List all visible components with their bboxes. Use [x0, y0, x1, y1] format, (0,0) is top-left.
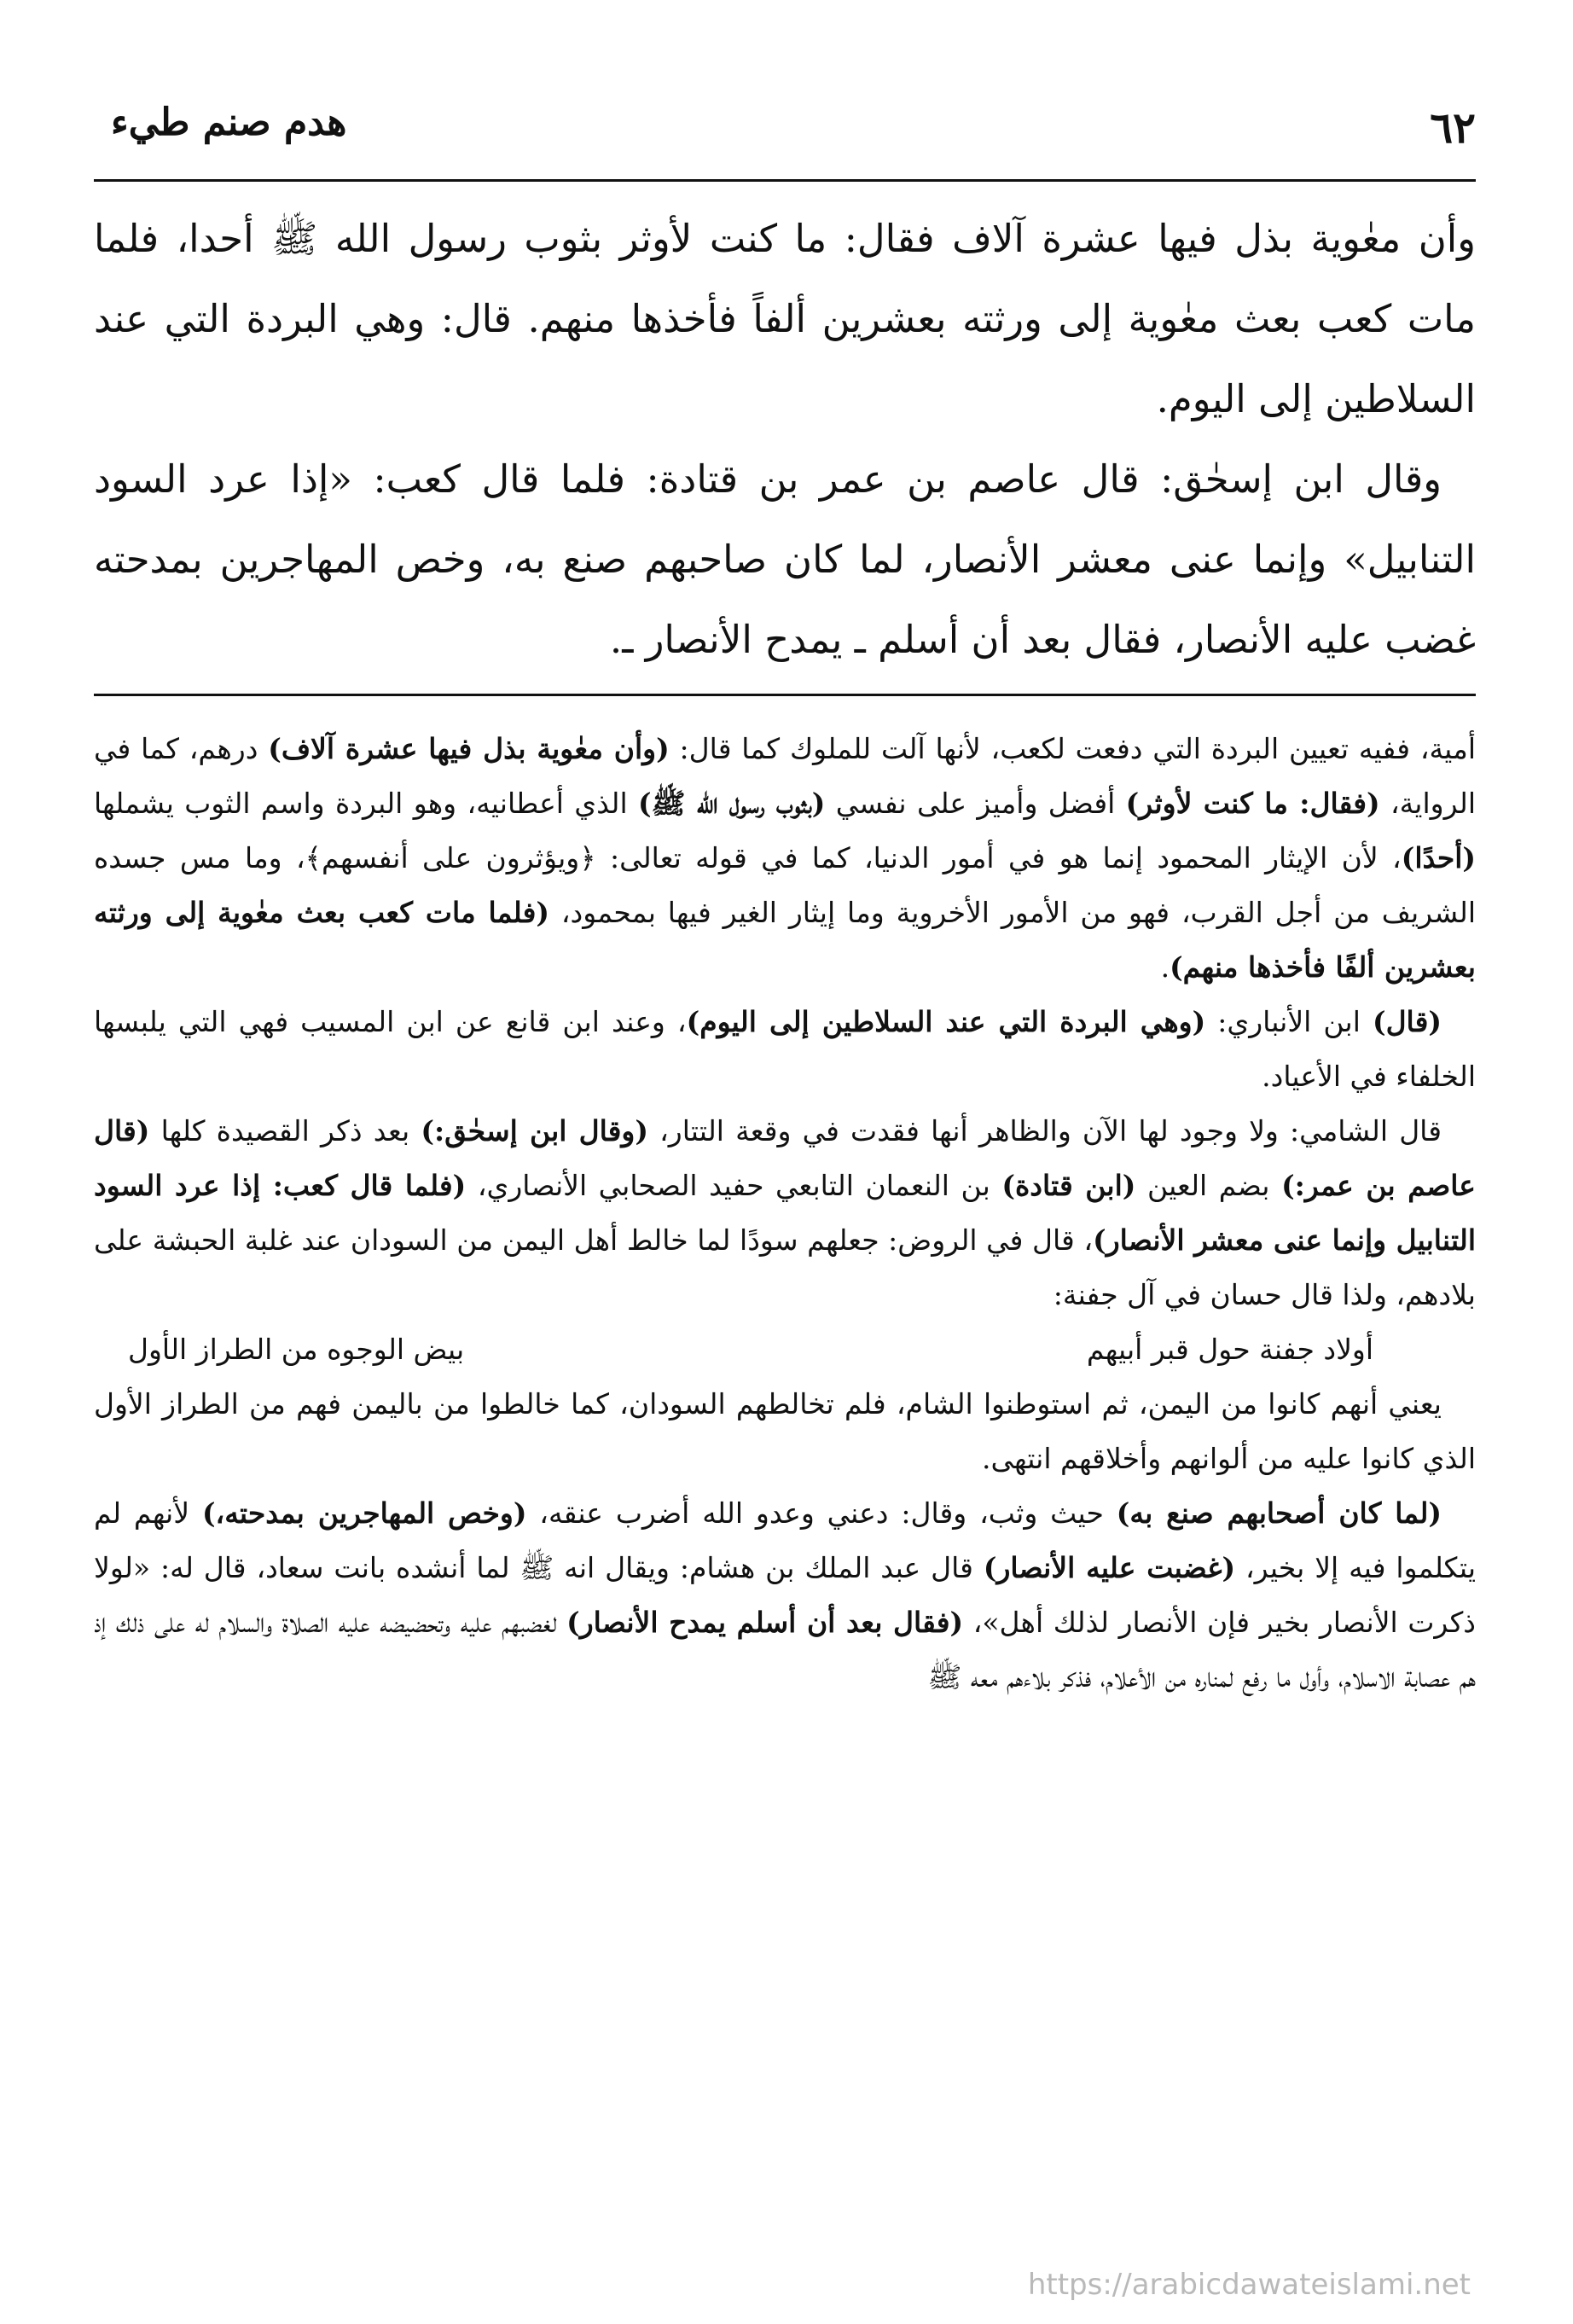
running-header — [94, 85, 1476, 182]
text-run: الذي أعطانيه، وهو البردة واسم الثوب يشملها — [94, 787, 639, 820]
text-run: ، لأن الإيثار المحمود إنما هو في أمور الدنيا، كما في قوله تعالى: ﴿ويؤثرون على أنفسهم﴾، وما مس جسده الشريف من أجل القرب، فهو من الأمور الأخروية وما إيثار الغير فيها بمحمود، — [94, 841, 1476, 929]
text-run: قال عبد الملك بن هشام: ويقال انه ﷺ لما أنشده بانت سعاد، قال له: «لولا ذكرت الأنصار بخير فإن الأنصار لذلك أهل»، — [94, 1551, 1476, 1639]
text-run: درهم، كما في الرواية، — [94, 732, 1477, 820]
quoted-text: (لما كان أصحابهم صنع به) — [1116, 1496, 1442, 1530]
quoted-text: (ابن قتادة) — [1001, 1169, 1136, 1202]
text-run: لأنهم لم يتكلموا فيه إلا بخير، — [94, 1496, 1477, 1584]
quoted-text: (وأن معٰوية بذل فيها عشرة آلاف) — [268, 732, 670, 765]
text-run: حيث وثب، وقال: دعني وعدو الله أضرب عنقه، — [526, 1496, 1117, 1530]
book-page — [94, 85, 1476, 2269]
main-paragraph: وقال ابن إسحٰق: قال عاصم بن عمر بن قتادة: فلما قال كعب: «إذا عرد السود التنابيل» وإنما عنى معشر الأنصار، لما كان صاحبهم صنع به، وخص المهاجرين بمدحته غضب عليه الأنصار، فقال بعد أن أسلم ـ يمدح الأنصار ـ. — [94, 456, 1476, 662]
verse-first-hemistich: أولاد جفنة حول قبر أبيهم — [1086, 1333, 1373, 1366]
quoted-text: (فقال: ما كنت لأوثر) — [1125, 787, 1380, 820]
text-run: ، قال في الروض: جعلهم سودًا لما خالط أهل اليمن من السودان عند غلبة الحبشة على بلادهم، ولذا قال حسان في آل جفنة: — [94, 1223, 1476, 1311]
text-run: قال الشامي: ولا وجود لها الآن والظاهر أنها فقدت في وقعة التتار، — [647, 1114, 1442, 1147]
text-run: لغضبهم عليه وتحضيضه عليه الصلاة والسلام له على ذلك إذ هم عصابة الاسلام، وأول ما رفع لمناره من الأعلام، فذكر بلاءهم معه ﷺ — [94, 1606, 1476, 1694]
section-divider — [94, 694, 1476, 696]
commentary-paragraph — [94, 722, 1476, 995]
quoted-text: (وقال ابن إسحٰق:) — [421, 1114, 648, 1147]
quoted-text: (قال عاصم بن عمر:) — [94, 1114, 1476, 1202]
commentary-paragraph — [94, 1486, 1476, 1705]
poetry-verse — [94, 1322, 1476, 1377]
commentary-paragraph — [94, 995, 1476, 1104]
text-run: أفضل وأميز على نفسي — [825, 787, 1126, 820]
quoted-text: (بثوب رسول الله ﷺ) — [638, 787, 826, 820]
quoted-text: (وخص المهاجرين بمدحته،) — [201, 1496, 527, 1530]
verse-second-hemistich: بيض الوجوه من الطراز الأول — [128, 1333, 465, 1366]
quoted-text: (أحدًا) — [1401, 841, 1477, 874]
page-number: ٦٢ — [1430, 102, 1476, 153]
text-run: . — [1160, 950, 1170, 984]
text-run: بعد ذكر القصيدة كلها — [149, 1114, 421, 1147]
text-run: ، وعند ابن قانع عن ابن المسيب فهي التي يلبسها الخلفاء في الأعياد. — [94, 1005, 1476, 1093]
main-text — [94, 199, 1476, 680]
commentary — [94, 722, 1476, 1705]
quoted-text: (وهي البردة التي عند السلاطين إلى اليوم) — [686, 1005, 1206, 1038]
quoted-text: (غضبت عليه الأنصار) — [983, 1551, 1236, 1584]
quoted-text: (فلما مات كعب بعث معٰوية إلى ورثته بعشرين ألفًا فأخذها منهم) — [94, 896, 1476, 984]
quoted-text: (فقال بعد أن أسلم يمدح الأنصار) — [566, 1606, 964, 1639]
commentary-paragraph — [94, 1104, 1476, 1322]
quoted-text: (فلما قال كعب: إذا عرد السود التنابيل وإنما عنى معشر الأنصار) — [94, 1169, 1476, 1257]
page-title: هدم صنم طيء — [111, 101, 347, 144]
main-paragraph: وأن معٰوية بذل فيها عشرة آلاف فقال: ما كنت لأوثر بثوب رسول الله ﷺ أحدا، فلما مات كعب بعث معٰوية إلى ورثته بعشرين ألفاً فأخذها منهم. قال: وهي البردة التي عند السلاطين إلى اليوم. — [94, 216, 1476, 421]
text-run: أمية، ففيه تعيين البردة التي دفعت لكعب، لأنها آلت للملوك كما قال: — [669, 732, 1476, 765]
watermark-url: https://arabicdawateislami.net — [1027, 2268, 1471, 2302]
text-run: بضم العين — [1135, 1169, 1282, 1202]
quoted-text: (قال) — [1372, 1005, 1442, 1038]
text-run: بن النعمان التابعي حفيد الصحابي الأنصاري، — [466, 1169, 1002, 1202]
text-run: ابن الأنباري: — [1205, 1005, 1373, 1038]
commentary-paragraph: يعني أنهم كانوا من اليمن، ثم استوطنوا الشام، فلم تخالطهم السودان، كما خالطوا من باليمن فهم من الطراز الأول الذي كانوا عليه من ألوانهم وأخلاقهم انتهى. — [94, 1387, 1476, 1475]
